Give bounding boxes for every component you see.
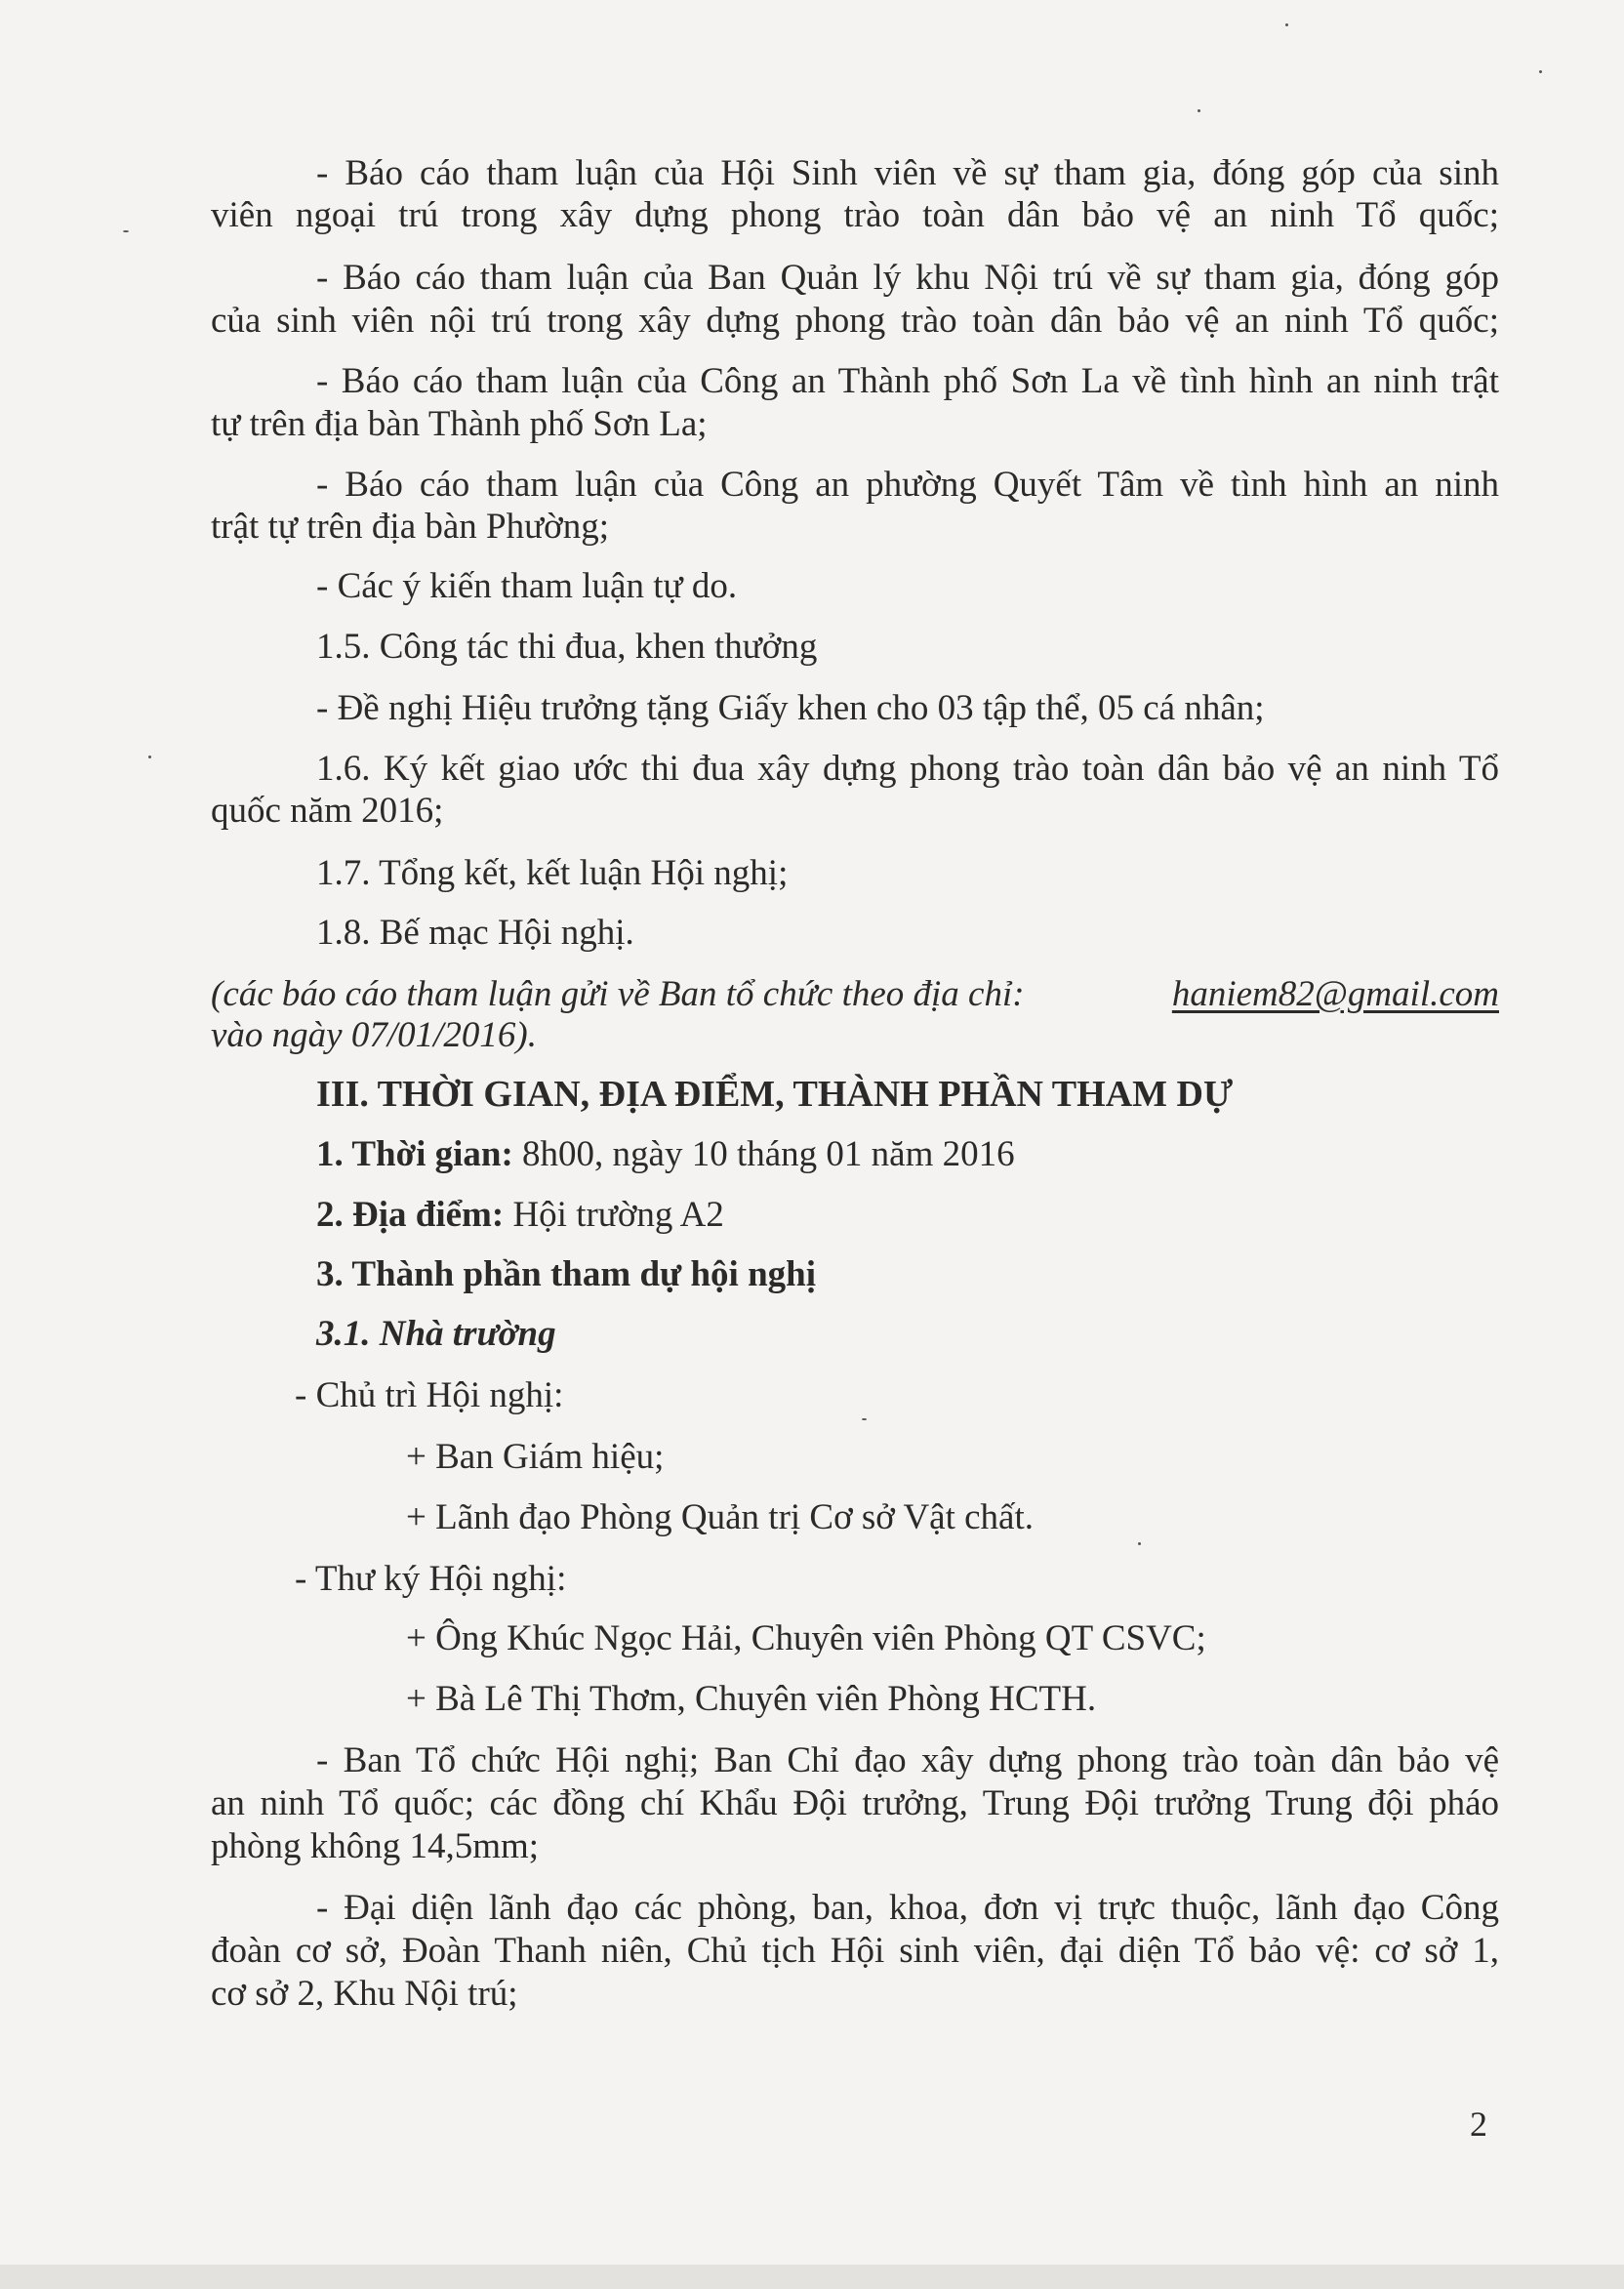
scan-speck: [123, 230, 129, 232]
list-item: + Lãnh đạo Phòng Quản trị Cơ sở Vật chất.: [406, 1497, 1035, 1537]
subsection-heading: 1.5. Công tác thi đua, khen thưởng: [316, 627, 818, 667]
note-text: vào ngày 07/01/2016).: [211, 1015, 537, 1055]
text-line: 1.6. Ký kết giao ước thi đua xây dựng phong trào toàn dân bảo vệ an ninh Tổ: [316, 749, 1499, 789]
scan-speck: [1285, 23, 1288, 26]
scan-speck: [148, 756, 151, 758]
school-heading: 3.1. Nhà trường: [316, 1314, 556, 1354]
text-line: tự trên địa bàn Thành phố Sơn La;: [211, 404, 708, 444]
text-line: - Báo cáo tham luận của Hội Sinh viên về sự tham gia, đóng góp của sinh: [316, 153, 1499, 193]
place-value: Hội trường A2: [504, 1195, 724, 1235]
time-line: [316, 1132, 1015, 1176]
place-label: 2. Địa điểm:: [316, 1195, 505, 1235]
text-line: viên ngoại trú trong xây dựng phong trào toàn dân bảo vệ an ninh Tổ quốc;: [211, 195, 1499, 235]
text-line: - Báo cáo tham luận của Công an Thành phố Sơn La về tình hình an ninh trật: [316, 361, 1499, 401]
text-line: an ninh Tổ quốc; các đồng chí Khẩu Đội trưởng, Trung Đội trưởng Trung đội pháo: [211, 1783, 1499, 1823]
subsection-heading: 1.7. Tổng kết, kết luận Hội nghị;: [316, 853, 789, 893]
scan-edge: [0, 2265, 1624, 2289]
secretary-label: - Thư ký Hội nghị:: [295, 1559, 567, 1599]
note-text: (các báo cáo tham luận gửi về Ban tổ chức theo địa chỉ:: [211, 974, 1025, 1014]
text-line: phòng không 14,5mm;: [211, 1826, 540, 1866]
subsection-heading: 1.8. Bế mạc Hội nghị.: [316, 913, 634, 953]
place-line: [316, 1193, 724, 1237]
chair-label: - Chủ trì Hội nghị:: [295, 1375, 564, 1415]
text-line: - Báo cáo tham luận của Ban Quản lý khu Nội trú về sự tham gia, đóng góp: [316, 258, 1499, 298]
text-line: - Các ý kiến tham luận tự do.: [316, 566, 738, 606]
text-line: - Ban Tổ chức Hội nghị; Ban Chỉ đạo xây dựng phong trào toàn dân bảo vệ: [316, 1740, 1499, 1780]
text-line: - Báo cáo tham luận của Công an phường Quyết Tâm về tình hình an ninh: [316, 465, 1499, 505]
time-label: 1. Thời gian:: [316, 1134, 513, 1174]
text-line: quốc năm 2016;: [211, 791, 444, 831]
page-number: 2: [1470, 2105, 1487, 2144]
email-link[interactable]: haniem82@gmail.com: [1171, 974, 1499, 1014]
list-item: + Ông Khúc Ngọc Hải, Chuyên viên Phòng QT CSVC;: [406, 1618, 1206, 1658]
time-value: 8h00, ngày 10 tháng 01 năm 2016: [512, 1134, 1015, 1174]
text-line: cơ sở 2, Khu Nội trú;: [211, 1974, 518, 2014]
text-line: của sinh viên nội trú trong xây dựng phong trào toàn dân bảo vệ an ninh Tổ quốc;: [211, 301, 1499, 341]
section-heading: III. THỜI GIAN, ĐỊA ĐIỂM, THÀNH PHẦN THAM DỰ: [316, 1074, 1234, 1115]
text-line: trật tự trên địa bàn Phường;: [211, 507, 610, 547]
participants-heading: 3. Thành phần tham dự hội nghị: [316, 1254, 817, 1294]
scan-speck: [1198, 109, 1200, 112]
submission-note: [211, 972, 1499, 1016]
scan-speck: [862, 1418, 867, 1420]
text-line: - Đại diện lãnh đạo các phòng, ban, khoa, đơn vị trực thuộc, lãnh đạo Công: [316, 1888, 1499, 1928]
text-line: - Đề nghị Hiệu trưởng tặng Giấy khen cho 03 tập thể, 05 cá nhân;: [316, 688, 1265, 728]
list-item: + Ban Giám hiệu;: [406, 1437, 665, 1477]
text-line: đoàn cơ sở, Đoàn Thanh niên, Chủ tịch Hội sinh viên, đại diện Tổ bảo vệ: cơ sở 1,: [211, 1931, 1499, 1971]
scan-speck: [1539, 70, 1542, 73]
scan-speck: [1138, 1542, 1141, 1545]
list-item: + Bà Lê Thị Thơm, Chuyên viên Phòng HCTH.: [406, 1679, 1097, 1719]
